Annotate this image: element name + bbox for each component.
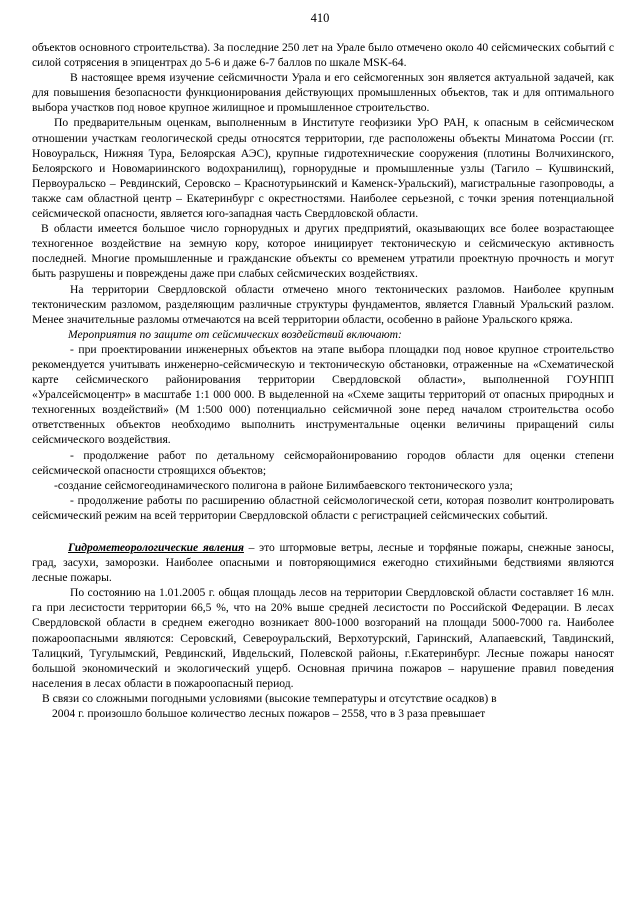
paragraph: По состоянию на 1.01.2005 г. общая площадь лесов на территории Свердловской области составляет 16 млн. га при лесистости территории 66,5 %, что на 20% выше средней лесистости по Российской Федерации. В лесах Свердловской области в среднем ежегодно возникает 800-1000 возгораний на площади 5000-7000 га. Наиболее пожароопасными являются: Серовский, Североуральский, Верхотурский, Гаринский, Алапаевский, Тавдинский, Талицкий, Тугулымский, Ревдинский, Ивдельский, Полевской районы, г.Екатеринбург. Лесные пожары наносят большой экономический и экологический ущерб. Основная причина пожаров – нарушение правил поведения населения в лесах области в пожароопасный период. <box>32 586 614 690</box>
paragraph: объектов основного строительства). За последние 250 лет на Урале было отмечено около 40 сейсмических событий с силой сотрясения в эпицентрах до 5-6 и даже 6-7 баллов по шкале MSK-64. <box>32 41 614 70</box>
section-text: – это штормовые ветры, лесные и торфяные пожары, снежные заносы, град, засухи, заморозки. Наиболее опасными и повторяющимися ежегодно стихийными бедствиями являются лесные пожары. <box>32 541 614 585</box>
section-paragraph <box>32 540 614 585</box>
paragraph: По предварительным оценкам, выполненным в Институте геофизики УрО РАН, к опасным в сейсмическом отношении участкам геологической среды относятся территории, где расположены объекты Минатома России (гг. Новоуральск, Нижняя Тура, Белоярская АЭС), крупные гидротехнические сооружения (плотины Волчихинского, Белоярского и Новомариинского водохранилищ), горнорудные и промышленные узлы (Тагило – Кушвинский, Первоуральско – Ревдинский, Серовско – Краснотурьинский и Каменск-Уральский), магистральные газопроводы, а также сам областной центр – Екатеринбург с окрестностями. Наиболее серьезной, с точки зрения потенциальной сейсмической опасности, является юго-западная часть Свердловской области. <box>32 116 614 221</box>
measures-heading: Мероприятия по защите от сейсмических воздействий включают: <box>68 327 402 341</box>
document-body <box>32 40 614 721</box>
page-number: 410 <box>310 11 330 25</box>
list-item: - при проектировании инженерных объектов на этапе выбора площадки под новое крупное строительство рекомендуется учитывать инженерно-сейсмическую и тектоническую обстановки, отраженные на «Схематической карте сейсмического районирования территории Свердловской области», выполненной ГОУНПП «Уралсейсмоцентр» в масштабе 1:1 000 000. В выделенной на «Схеме защиты территорий от опасных природных и техногенных воздействий» (М 1:500 000) потенциально сейсмичной зоне перед началом строительства особо ответственных объектов необходимо выполнить инструментальные оценки величины приращений силы сейсмического воздействия. <box>32 342 614 447</box>
section-heading: Гидрометеорологические явления <box>68 541 244 554</box>
list-item: -создание сейсмогеодинамического полигона в районе Билимбаевского тектонического узла; <box>54 478 513 492</box>
list-item: - продолжение работ по детальному сейсморайонированию городов области для оценки степени сейсмической опасности строящихся объектов; <box>32 448 614 477</box>
section-gap <box>32 523 614 540</box>
paragraph: 2004 г. произошло большое количество лесных пожаров – 2558, что в 3 раза превышает <box>52 707 486 721</box>
paragraph: В связи со сложными погодными условиями (высокие температуры и отсутствие осадков) в <box>42 691 497 705</box>
paragraph: В настоящее время изучение сейсмичности Урала и его сейсмогенных зон является актуальной задачей, как для повышения безопасности функционирования действующих промышленных объектов, так и для оптимального выбора участков под новое крупное жилищное и промышленное строительство. <box>32 71 614 115</box>
paragraph: На территории Свердловской области отмечено много тектонических разломов. Наиболее крупным тектоническим разломом, разделяющим различные структуры фундаментов, является Главный Уральский разлом. Менее значительные разломы отмечаются на всей территории области, особенно в районе Уральского кряжа. <box>32 282 614 326</box>
list-item: - продолжение работы по расширению областной сейсмологической сети, которая позволит контролировать сейсмический режим на всей территории Свердловской области с регистрацией сейсмических событий. <box>32 493 614 522</box>
paragraph: В области имеется большое число горнорудных и других предприятий, оказывающих все более возрастающее техногенное воздействие на земную кору, которое инициирует тектоническую и сейсмическую активность последней. Многие промышленные и гражданские объекты со временем утратили проектную прочность и могут быть разрушены и повреждены даже при слабых сейсмических воздействиях. <box>32 222 614 281</box>
